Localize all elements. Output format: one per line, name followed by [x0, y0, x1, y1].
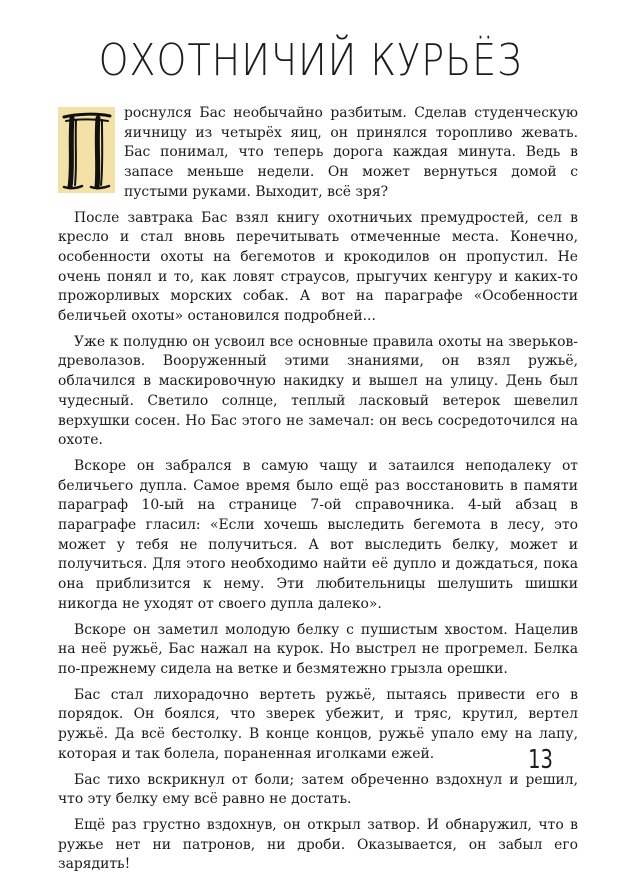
paragraph-3: Уже к полудню он усвоил все основные правила охоты на зверьков-древолазов. Вооруженный этими знаниями, он взял ружьё, облачился в маскировочную накидку и вышел на улицу. День был чудесный. Светило солнце, теплый ласковый ветерок шевелил верхушки сосен. Но Бас этого не замечал: он весь сосредоточился на охоте.: [58, 333, 578, 449]
page-number: 13: [528, 745, 553, 775]
drop-cap-letter-pe-icon: [58, 107, 115, 193]
paragraph-7: Бас тихо вскрикнул от боли; затем обреченно вздохнул и решил, что эту белку ему всё равно не достать.: [58, 771, 578, 808]
paragraph-1: [58, 104, 578, 203]
paragraph-6: Бас стал лихорадочно вертеть ружьё, пытаясь привести его в порядок. Он боялся, что зверек убежит, и тряс, крутил, вертел ружьё. Да всё бестолку. В конце концов, ружьё упало ему на лапу, которая и так болела, пораненная иголками ежей.: [58, 686, 578, 762]
paragraph-4: Вскоре он забрался в самую чащу и затаился неподалеку от беличьего дупла. Самое время было ещё раз восстановить в памяти параграф 10-ый на странице 7-ой справочника. 4-ый абзац в параграфе гласил: «Если хочешь выследить бегемота в лесу, это может у тебя не получиться. А вот выследить белку, может и получиться. Для этого необходимо найти её дупло и дождаться, пока она приблизится к нему. Эти любительницы шелушить шишки никогда не уходят от своего дупла далеко».: [58, 457, 578, 612]
chapter-title: ОХОТНИЧИЙ КУРЬЁЗ: [98, 34, 523, 86]
paragraph-5: Вскоре он заметил молодую белку с пушистым хвостом. Нацелив на неё ружьё, Бас нажал на курок. Но выстрел не прогремел. Белка по-прежнему сидела на ветке и безмятежно грызла орешки.: [58, 621, 578, 677]
paragraph-8: Ещё раз грустно вздохнув, он открыл затвор. И обнаружил, что в ружье нет ни патронов, ни дроби. Оказывается, он забыл его зарядить!: [58, 816, 578, 873]
paragraph-1-text: роснулся Бас необычайно разбитым. Сделав студенческую яичницу из четырёх яиц, он принялся торопливо жевать. Бас понимал, что теперь дорога каждая минута. Ведь в запасе меньше недели. Он может вернуться домой с пустыми руками. Выходит, всё зря?: [124, 105, 578, 200]
paragraph-2: После завтрака Бас взял книгу охотничьих премудростей, сел в кресло и стал вновь перечитывать отмеченные места. Конечно, особенности охоты на бегемотов и крокодилов он пропустил. Не очень понял и то, как ловят страусов, прыгучих кенгуру и каких-то прожорливых морских собак. А вот на параграфе «Особенности беличьей охоты» остановился подробней...: [58, 209, 578, 325]
chapter-body: [58, 104, 578, 881]
drop-cap: [58, 107, 115, 193]
